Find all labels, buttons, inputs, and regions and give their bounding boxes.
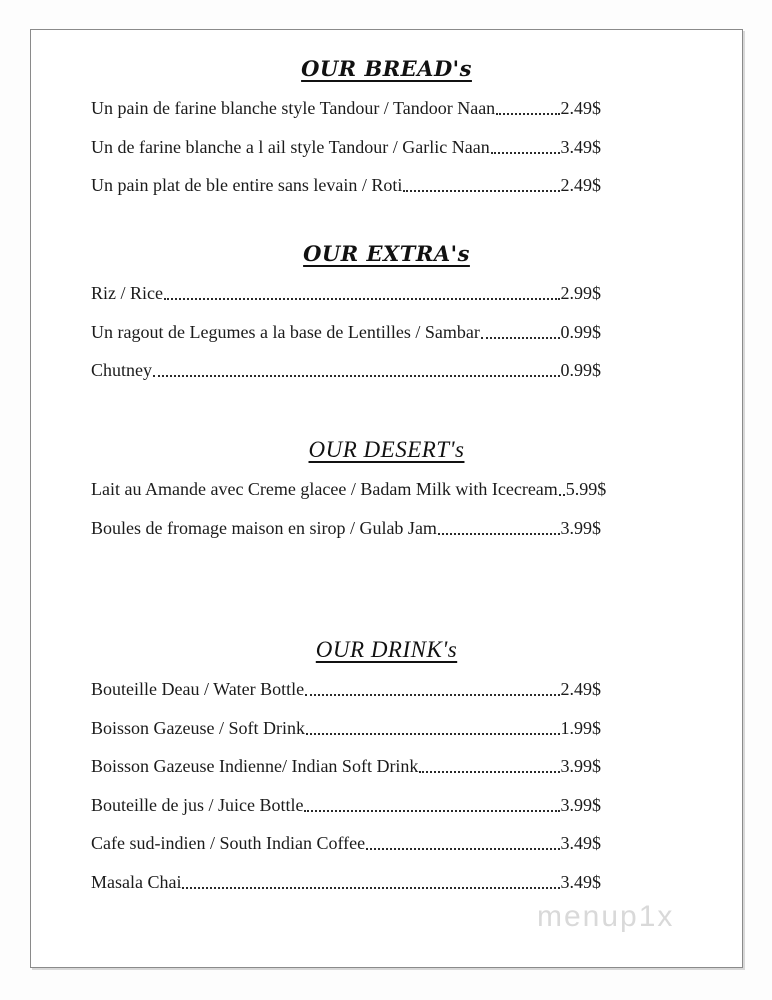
section-title: OUR DESERT's	[308, 437, 465, 462]
section-title: OUR DRINK's	[315, 637, 458, 662]
item-label: Bouteille de jus / Juice Bottle	[91, 794, 304, 815]
section-items	[91, 679, 601, 892]
dot-leader	[491, 152, 560, 154]
item-label: Riz / Rice	[91, 283, 163, 303]
item-label: Bouteille Deau / Water Bottle	[91, 679, 305, 699]
menu-item-row	[91, 322, 601, 342]
dot-leader	[164, 298, 560, 300]
section-title: OUR BREAD's	[301, 56, 472, 81]
item-price: 2.49$	[560, 679, 601, 699]
item-price: 3.49$	[560, 833, 601, 853]
item-price: 3.99$	[560, 517, 601, 538]
menu-section	[31, 56, 742, 214]
item-label: Un pain de farine blanche style Tandour / Tandoor Naan	[91, 98, 496, 118]
item-label: Chutney	[91, 360, 152, 380]
dot-leader	[153, 375, 560, 377]
menu-item-row	[91, 718, 601, 738]
menu-page	[30, 29, 743, 968]
item-price: 1.99$	[560, 717, 601, 738]
menu-section	[31, 637, 742, 910]
item-label: Lait au Amande avec Creme glacee / Badam Milk with Icecream	[91, 479, 558, 499]
dot-leader	[304, 810, 559, 812]
item-label: Boisson Gazeuse / Soft Drink	[91, 717, 305, 738]
menu-item-row	[91, 175, 601, 195]
menu-item-row	[91, 833, 601, 853]
dot-leader	[559, 494, 565, 496]
item-price: 3.49$	[560, 871, 601, 892]
item-price: 2.99$	[560, 283, 601, 303]
menu-item-row	[91, 98, 601, 118]
section-items	[91, 479, 607, 538]
item-label: Boisson Gazeuse Indienne/ Indian Soft Drink	[91, 756, 419, 776]
dot-leader	[419, 771, 559, 773]
menu-section	[31, 437, 742, 556]
item-price: 2.49$	[560, 175, 601, 195]
item-label: Un ragout de Legumes a la base de Lentilles / Sambar	[91, 321, 480, 342]
item-price: 0.99$	[560, 321, 601, 342]
menu-item-row	[91, 360, 601, 380]
section-items	[91, 98, 601, 195]
menu-section	[31, 241, 742, 399]
menupix-watermark: menup1x	[537, 900, 675, 933]
menu-item-row	[91, 283, 601, 303]
dot-leader	[481, 337, 560, 339]
menu-item-row	[91, 872, 601, 892]
section-items	[91, 283, 601, 380]
section-title: OUR EXTRA's	[303, 241, 470, 266]
dot-leader	[306, 733, 560, 735]
item-label: Boules de fromage maison en sirop / Gulab Jam	[91, 517, 437, 538]
item-label: Un pain plat de ble entire sans levain / Roti	[91, 175, 403, 195]
item-label: Cafe sud-indien / South Indian Coffee	[91, 833, 366, 853]
dot-leader	[305, 694, 559, 696]
menu-item-row	[91, 479, 607, 499]
menu-item-row	[91, 679, 601, 699]
menu-item-row	[91, 795, 601, 815]
dot-leader	[403, 190, 559, 192]
item-label: Un de farine blanche a l ail style Tandour / Garlic Naan	[91, 136, 490, 157]
dot-leader	[496, 113, 559, 115]
item-price: 2.49$	[560, 98, 601, 118]
dot-leader	[366, 848, 559, 850]
menu-item-row	[91, 518, 601, 538]
item-label: Masala Chai	[91, 871, 182, 892]
item-price: 5.99$	[565, 479, 607, 499]
dot-leader	[438, 533, 560, 535]
item-price: 3.99$	[560, 794, 601, 815]
item-price: 3.49$	[560, 136, 601, 157]
menu-item-row	[91, 137, 601, 157]
dot-leader	[182, 887, 559, 889]
item-price: 3.99$	[560, 756, 601, 776]
item-price: 0.99$	[560, 360, 601, 380]
menu-item-row	[91, 756, 601, 776]
